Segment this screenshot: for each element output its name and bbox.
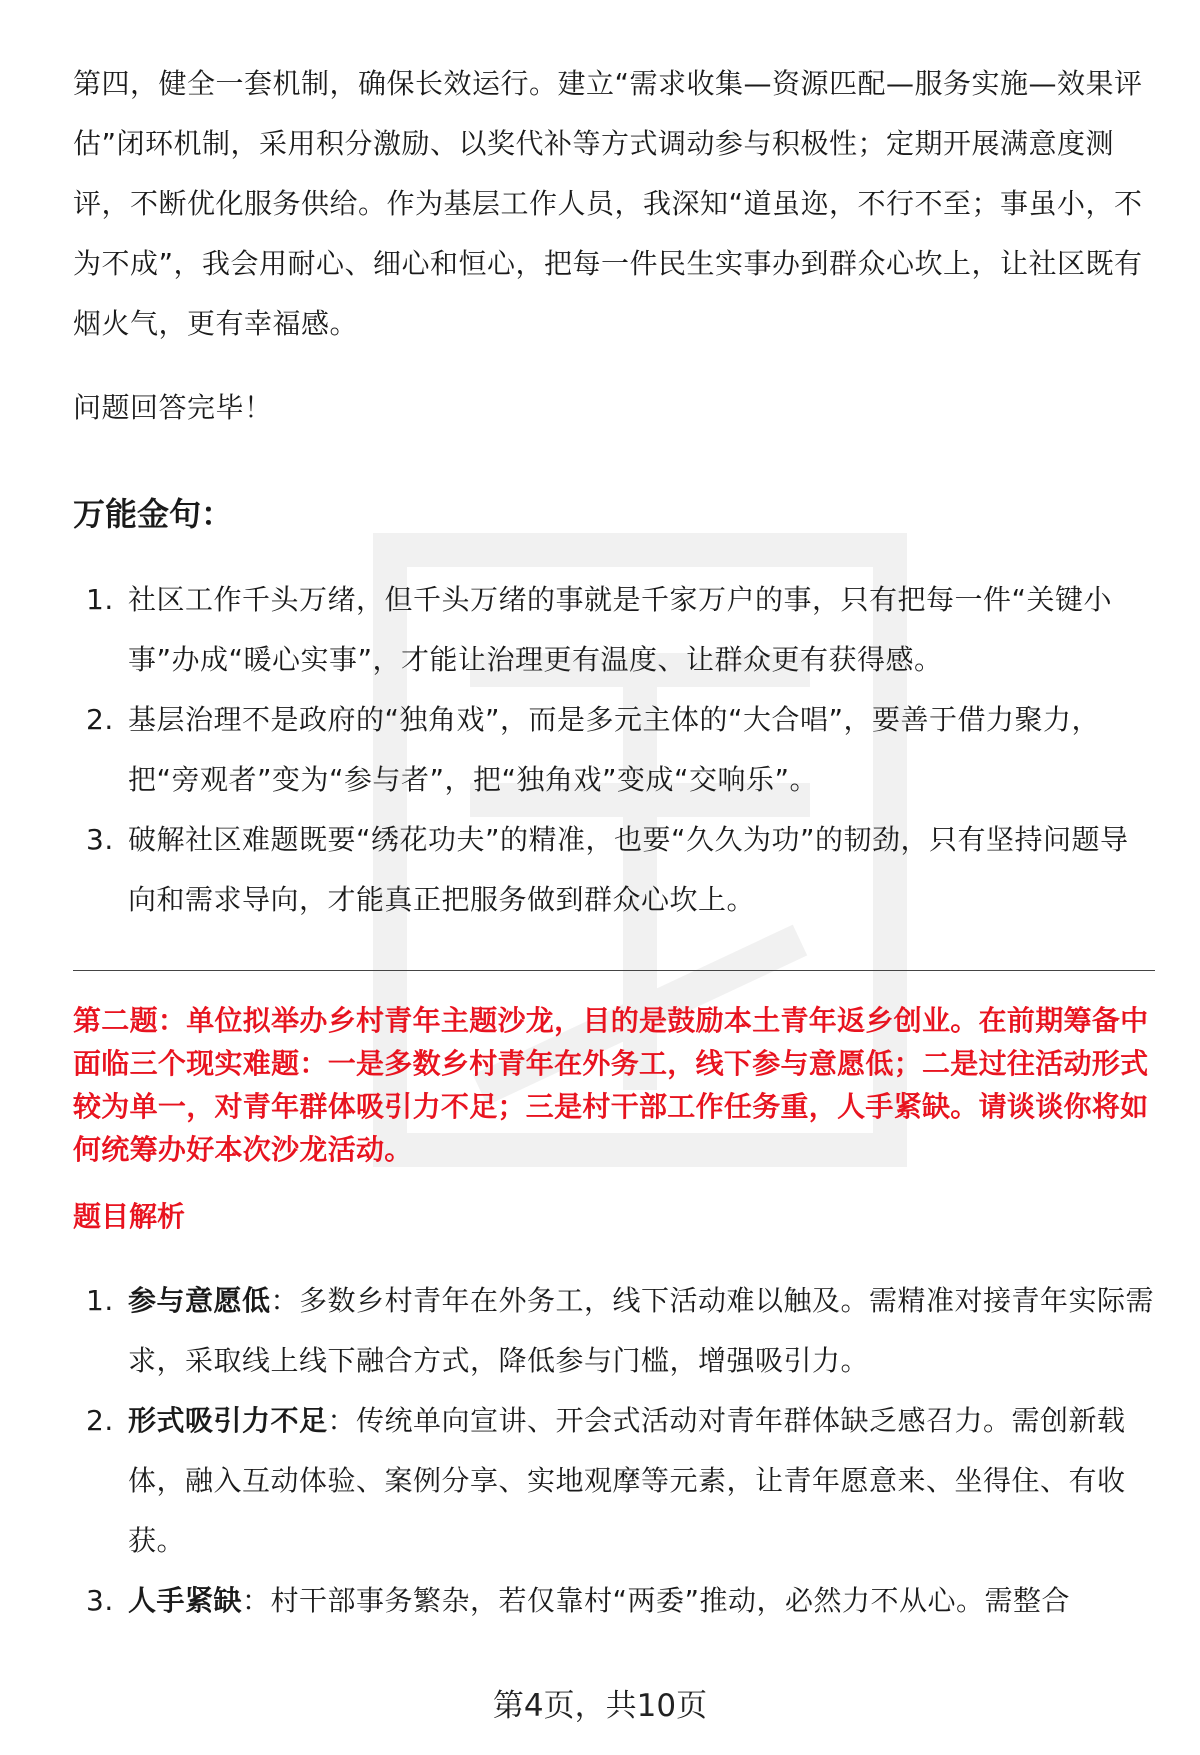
- section-divider: [73, 970, 1155, 971]
- intro-paragraph: 第四，健全一套机制，确保长效运行。建立“需求收集—资源匹配—服务实施—效果评估”闭环机制，采用积分激励、以奖代补等方式调动参与积极性；定期开展满意度测评，不断优化服务供给。作为基层工作人员，我深知“道虽迩，不行不至；事虽小，不为不成”，我会用耐心、细心和恒心，把每一件民生实事办到群众心坎上，让社区既有烟火气，更有幸福感。: [73, 67, 1143, 340]
- list-item: [73, 1391, 1155, 1571]
- list-number: 1.: [86, 1284, 114, 1317]
- closing-line: 问题回答完毕！: [73, 391, 273, 424]
- list-text: 破解社区难题既要“绣花功夫”的精准，也要“久久为功”的韧劲，只有坚持问题导向和需求导向，才能真正把服务做到群众心坎上。: [128, 823, 1129, 916]
- section-title: 万能金句：: [73, 495, 234, 533]
- list-number: 1.: [86, 583, 114, 616]
- question-text: 第二题：单位拟举办乡村青年主题沙龙，目的是鼓励本土青年返乡创业。在前期筹备中面临三个现实难题：一是多数乡村青年在外务工，线下参与意愿低；二是过往活动形式较为单一，对青年群体吸引力不足；三是村干部工作任务重，人手紧缺。请谈谈你将如何统筹办好本次沙龙活动。: [73, 1004, 1149, 1166]
- list-number: 2.: [86, 703, 114, 736]
- list-item: [73, 1571, 1155, 1631]
- list-text: 基层治理不是政府的“独角戏”，而是多元主体的“大合唱”，要善于借力聚力，把“旁观者”变为“参与者”，把“独角戏”变成“交响乐”。: [128, 703, 1101, 796]
- analysis-text: ：村干部事务繁杂，若仅靠村“两委”推动，必然力不从心。需整合: [242, 1584, 1071, 1617]
- list-number: 2.: [86, 1404, 114, 1437]
- page-footer: 第4页，共10页: [492, 1688, 708, 1724]
- analysis-text: ：传统单向宣讲、开会式活动对青年群体缺乏感召力。需创新载体，融入互动体验、案例分享、实地观摩等元素，让青年愿意来、坐得住、有收获。: [128, 1404, 1126, 1557]
- list-item: [73, 1271, 1155, 1391]
- list-number: 3.: [86, 1584, 114, 1617]
- golden-sentence-list: [73, 570, 1155, 930]
- analysis-term: 参与意愿低: [128, 1284, 271, 1317]
- analysis-term: 人手紧缺: [128, 1584, 243, 1617]
- analysis-text: ：多数乡村青年在外务工，线下活动难以触及。需精准对接青年实际需求，采取线上线下融合方式，降低参与门槛，增强吸引力。: [128, 1284, 1155, 1377]
- analysis-list: [73, 1271, 1155, 1631]
- list-number: 3.: [86, 823, 114, 856]
- list-item: [73, 690, 1155, 810]
- list-item: [73, 810, 1155, 930]
- analysis-title: 题目解析: [73, 1200, 186, 1233]
- list-text: 社区工作千头万绪，但千头万绪的事就是千家万户的事，只有把每一件“关键小事”办成“暖心实事”，才能让治理更有温度、让群众更有获得感。: [128, 583, 1113, 676]
- list-item: [73, 570, 1155, 690]
- analysis-term: 形式吸引力不足: [128, 1404, 328, 1437]
- document-page: [73, 54, 1155, 1631]
